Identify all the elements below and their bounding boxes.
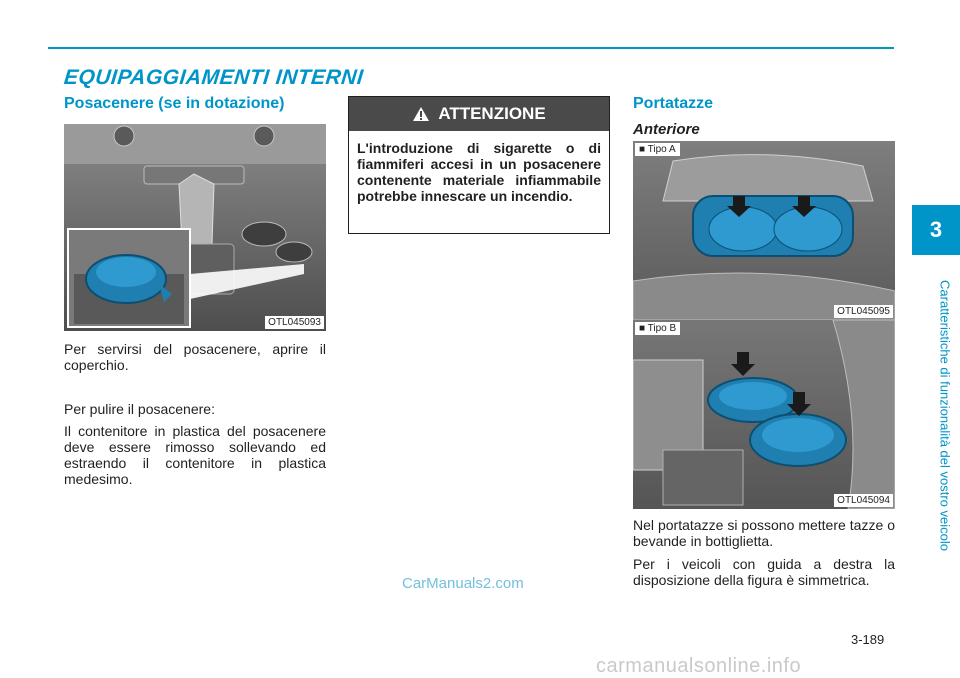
cupholder-para-1: Nel portatazze si possono mettere tazze o bevande in bottiglietta. bbox=[633, 517, 895, 549]
cupholder-heading: Portatazze bbox=[633, 95, 714, 112]
cupholder-a-illustration bbox=[633, 141, 895, 320]
cupholder-b-illustration bbox=[633, 320, 895, 509]
warning-title: ATTENZIONE bbox=[438, 104, 546, 123]
ashtray-para-3: Il contenitore in plastica del posacenere deve essere rimosso sollevando ed estraendo il contenitore in plastica medesimo. bbox=[64, 423, 326, 487]
page-number: 3-189 bbox=[851, 632, 885, 647]
section-title: EQUIPAGGIAMENTI INTERNI bbox=[62, 66, 365, 89]
cupholder-a-code: OTL045095 bbox=[834, 305, 893, 318]
chapter-title bbox=[937, 258, 951, 574]
ashtray-figure-code: OTL045093 bbox=[265, 316, 324, 329]
cupholder-para-2: Per i veicoli con guida a destra la disposizione della figura è simmetrica. bbox=[633, 556, 895, 588]
footer-watermark: carmanualsonline.info bbox=[596, 655, 802, 677]
ashtray-para-2: Per pulire il posacenere: bbox=[64, 401, 215, 417]
top-rule bbox=[48, 47, 894, 49]
cupholder-figure-a bbox=[633, 141, 895, 320]
cupholder-a-label: ■ Tipo A bbox=[635, 143, 680, 156]
cupholder-b-code: OTL045094 bbox=[834, 494, 893, 507]
warning-text: L'introduzione di sigarette o di fiammiferi accesi in un posacenere contenente materiale infiammabile potrebbe innescare un incendio. bbox=[357, 140, 601, 204]
cupholder-subheading: Anteriore bbox=[633, 121, 700, 138]
ashtray-para-1: Per servirsi del posacenere, aprire il coperchio. bbox=[64, 341, 326, 373]
chapter-title-text: Caratteristiche di funzionalità del vostro veicolo bbox=[937, 280, 953, 551]
ashtray-figure bbox=[64, 124, 326, 331]
chapter-tab: 3 bbox=[912, 205, 960, 255]
ashtray-heading: Posacenere (se in dotazione) bbox=[64, 95, 285, 112]
ashtray-illustration bbox=[64, 124, 326, 331]
cupholder-b-label: ■ Tipo B bbox=[635, 322, 680, 335]
watermark: CarManuals2.com bbox=[402, 575, 524, 592]
warning-triangle-icon bbox=[412, 106, 430, 122]
cupholder-figure-b bbox=[633, 320, 895, 509]
warning-header bbox=[349, 97, 609, 131]
warning-box bbox=[348, 96, 610, 234]
